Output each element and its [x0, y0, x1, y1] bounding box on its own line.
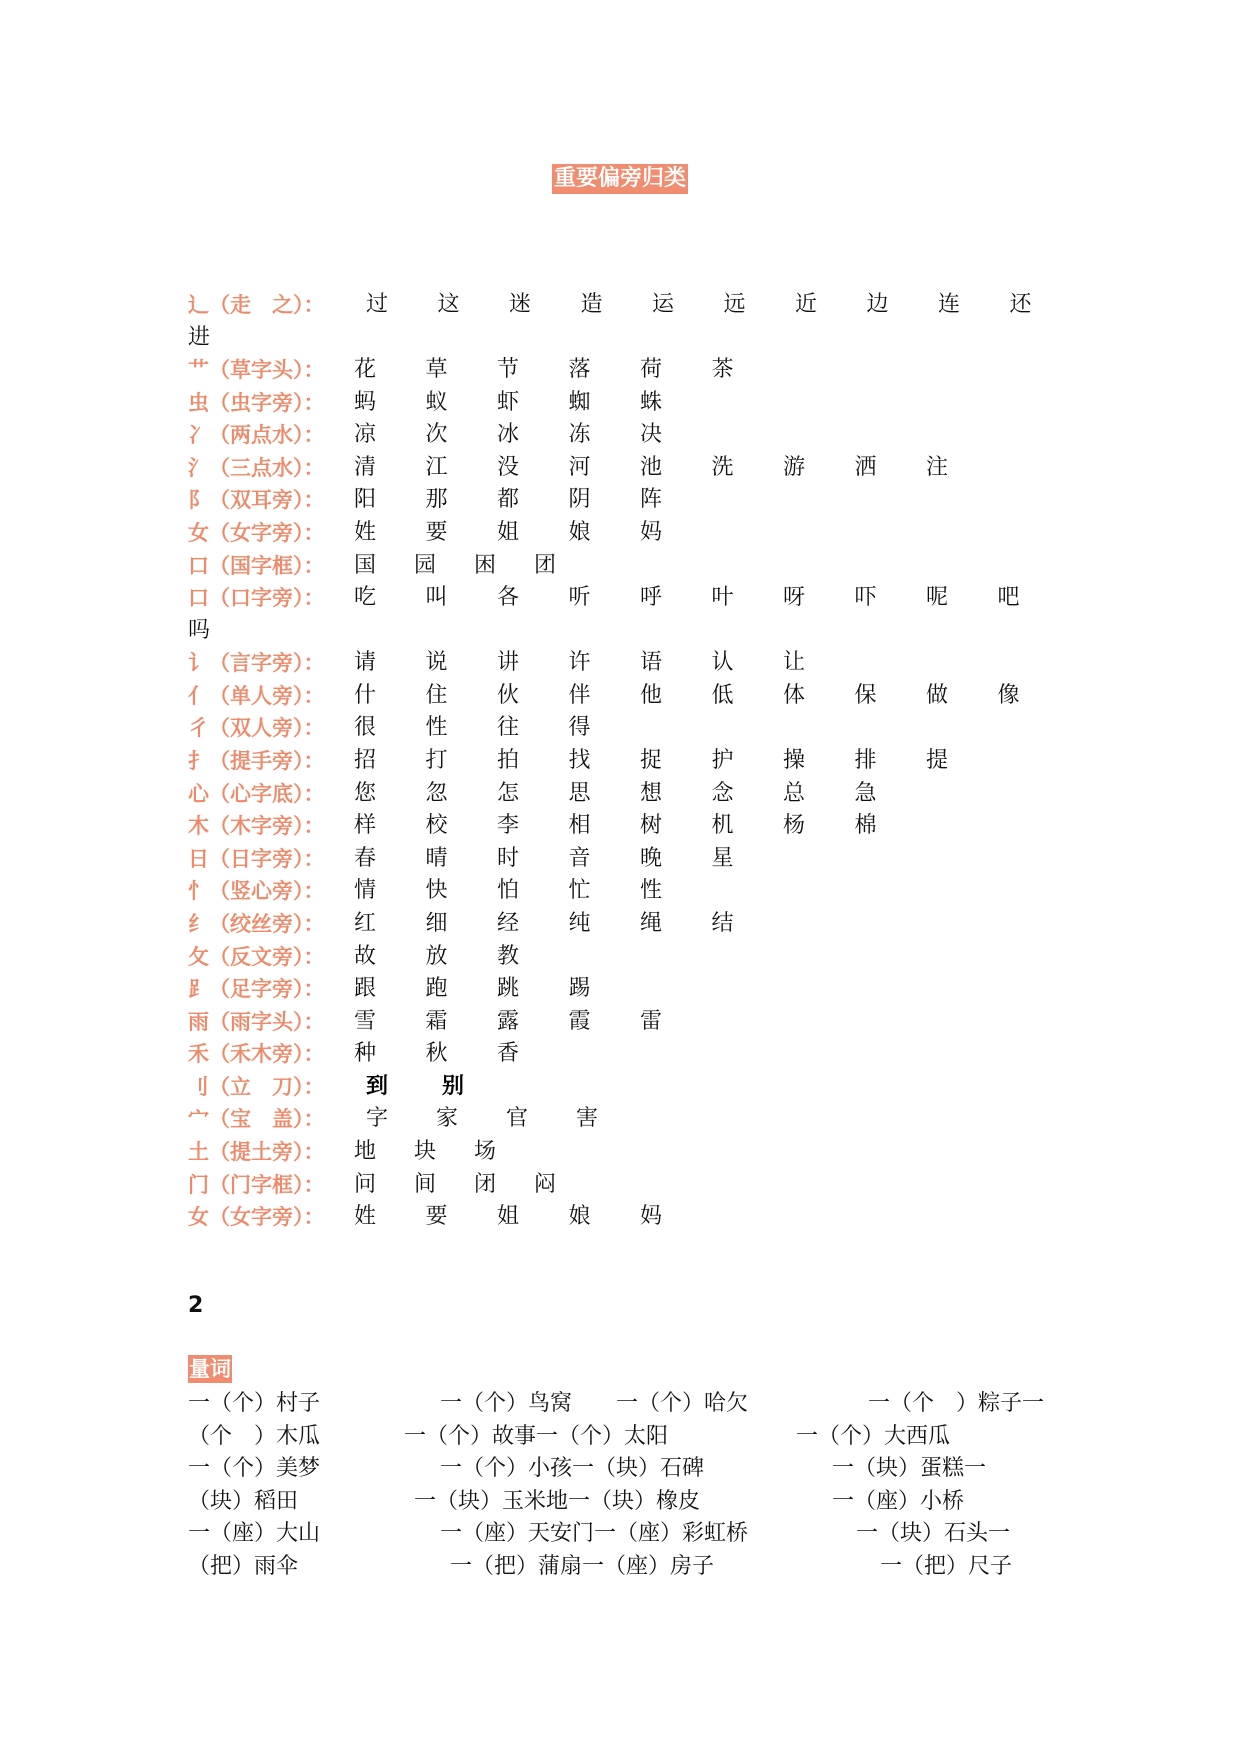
- radical-char: 运: [652, 292, 675, 317]
- radical-char: 洗: [711, 454, 734, 480]
- measure-word-line: [188, 1486, 1088, 1519]
- radical-char: 拍: [497, 747, 520, 773]
- radical-char: 保: [854, 682, 877, 708]
- radical-char: 秋: [425, 1041, 448, 1067]
- radical-char: 妈: [640, 519, 663, 545]
- radical-char: 凉: [354, 422, 377, 448]
- radical-char: 都: [497, 487, 520, 513]
- radical-char: 姐: [497, 519, 520, 545]
- radical-char: 霞: [568, 1008, 591, 1034]
- radical-char: 雷: [640, 1008, 663, 1034]
- radical-char: 快: [425, 878, 448, 904]
- measure-word-phrase: 一（个）故事一（个）太阳: [404, 1423, 669, 1449]
- radical-char: 呀: [783, 585, 806, 611]
- radical-char: 姓: [354, 1204, 377, 1230]
- radical-char: 呢: [926, 585, 949, 611]
- radical-char: 国: [354, 552, 377, 578]
- radical-label: 虫（虫字旁）：: [188, 390, 325, 415]
- measure-word-phrase: 一（个）鸟窝: [440, 1391, 573, 1416]
- radical-row: [188, 289, 1068, 354]
- radical-char: 要: [425, 1204, 448, 1230]
- radical-char: 块: [414, 1139, 437, 1165]
- radical-char: 晚: [640, 845, 663, 871]
- radical-char: 伙: [497, 682, 520, 708]
- radical-row: [188, 908, 1068, 941]
- radical-row: [188, 680, 1068, 713]
- radical-char: 困: [474, 552, 497, 578]
- radical-char: 连: [938, 292, 961, 317]
- radical-char: 要: [425, 519, 448, 545]
- radical-char: 吓: [854, 585, 877, 611]
- radical-char: 忽: [425, 780, 448, 806]
- measure-word-phrase: 一（块）石头一: [856, 1521, 1011, 1547]
- radical-char: 次: [425, 422, 448, 448]
- radical-char: 经: [497, 910, 520, 936]
- radical-char: 细: [425, 910, 448, 936]
- radical-char: 性: [425, 715, 448, 741]
- measure-word-phrase: （个 ）木瓜: [188, 1423, 321, 1449]
- radical-char: 冰: [497, 422, 520, 448]
- radical-char: 蚁: [425, 389, 448, 415]
- radical-char: 霜: [425, 1008, 448, 1034]
- measure-word-line: [188, 1518, 1088, 1551]
- radical-label: 门（门字框）：: [188, 1172, 325, 1197]
- radical-label: 扌（提手旁）：: [188, 748, 325, 773]
- radical-char: 河: [568, 454, 591, 480]
- radical-char: 叫: [425, 585, 448, 611]
- radical-char: 情: [354, 878, 377, 904]
- radical-row: [188, 1103, 1068, 1136]
- radical-char: 间: [414, 1171, 437, 1197]
- radical-char: 体: [783, 682, 806, 708]
- radical-char: 急: [854, 780, 877, 806]
- radical-char: 吧: [997, 585, 1020, 611]
- measure-words-list: [188, 1388, 1088, 1584]
- measure-word-phrase: （块）稻田: [188, 1488, 299, 1514]
- radical-char: 池: [640, 454, 663, 480]
- radical-char: 树: [640, 813, 663, 839]
- page-title: 重要偏旁归类: [552, 164, 688, 194]
- radical-char: 像: [997, 682, 1020, 708]
- radical-char: 操: [783, 747, 806, 773]
- radical-char: 边: [866, 292, 889, 317]
- radical-char: 护: [711, 747, 734, 773]
- radical-char: 总: [783, 780, 806, 806]
- radical-char: 团: [534, 552, 557, 578]
- section-number: 2: [188, 1293, 204, 1318]
- radical-row: [188, 484, 1068, 517]
- measure-word-phrase: 一（个）哈欠: [616, 1391, 749, 1416]
- radical-char: 招: [354, 747, 377, 773]
- radical-label: 艹（草字头）：: [188, 358, 325, 382]
- radical-char: 音: [568, 845, 591, 871]
- radical-row: [188, 517, 1068, 550]
- radical-char: 还: [1009, 292, 1032, 317]
- radical-char: 讲: [497, 650, 520, 676]
- radical-label: 冫（两点水）：: [188, 423, 325, 448]
- radical-label: 禾（禾木旁）：: [188, 1042, 325, 1067]
- radical-char: 结: [711, 910, 734, 936]
- radical-char: 节: [497, 357, 520, 382]
- radical-char-wrapped: 进: [188, 324, 211, 350]
- radical-char: 雪: [354, 1008, 377, 1034]
- radical-label: 木（木字旁）：: [188, 814, 325, 839]
- radical-char: 踢: [568, 976, 591, 1002]
- radical-char: 绳: [640, 910, 663, 936]
- measure-word-phrase: （把）雨伞: [188, 1553, 299, 1579]
- radical-char: 闷: [534, 1171, 557, 1197]
- radical-char: 放: [425, 943, 448, 969]
- radical-char: 落: [568, 357, 591, 382]
- radical-row: [188, 354, 1068, 387]
- radical-char: 捉: [640, 747, 663, 773]
- radical-char: 低: [711, 682, 734, 708]
- radical-label: 雨（雨字头）：: [188, 1009, 325, 1034]
- radical-char: 姓: [354, 519, 377, 545]
- radical-char: 江: [425, 454, 448, 480]
- page-title-wrap: [0, 164, 1240, 194]
- measure-word-phrase: 一（个 ）粽子一: [868, 1391, 1045, 1416]
- radical-char: 没: [497, 454, 520, 480]
- radical-char: 棉: [854, 813, 877, 839]
- radical-char: 荷: [640, 357, 663, 382]
- radical-char: 听: [568, 585, 591, 611]
- radical-label: 女（女字旁）：: [188, 1205, 325, 1230]
- radical-char: 住: [425, 682, 448, 708]
- radical-row: [188, 843, 1068, 876]
- radical-char: 闭: [474, 1171, 497, 1197]
- radical-char: 许: [568, 650, 591, 676]
- radical-row: [188, 875, 1068, 908]
- radical-label: 讠（言字旁）：: [188, 651, 325, 676]
- radical-char: 地: [354, 1139, 377, 1165]
- radical-char: 相: [568, 813, 591, 839]
- radical-char: 阵: [640, 487, 663, 513]
- radical-row: [188, 778, 1068, 811]
- radical-char: 阴: [568, 487, 591, 513]
- radical-label: 口（国字框）：: [188, 553, 325, 578]
- radical-char: 场: [474, 1139, 497, 1165]
- radical-char: 您: [354, 780, 377, 806]
- radical-label: 攵（反文旁）：: [188, 944, 325, 969]
- measure-word-phrase: 一（把）蒲扇一（座）房子: [450, 1553, 715, 1579]
- radical-row: [188, 941, 1068, 974]
- radical-char: 说: [425, 650, 448, 676]
- measure-word-phrase: 一（个）村子: [188, 1391, 321, 1416]
- radical-char: 露: [497, 1008, 520, 1034]
- radical-char: 草: [425, 357, 448, 382]
- measure-word-phrase: 一（个）美梦: [188, 1456, 321, 1482]
- radical-char: 别: [442, 1073, 465, 1099]
- radical-char: 茶: [711, 357, 734, 382]
- radical-char: 远: [723, 292, 746, 317]
- measure-word-line: [188, 1388, 1088, 1421]
- radical-char: 造: [580, 292, 603, 317]
- radical-label: 氵（三点水）：: [188, 455, 325, 480]
- measure-word-phrase: 一（座）小桥: [832, 1488, 965, 1514]
- radical-label: 女（女字旁）：: [188, 520, 325, 545]
- radical-char: 蛛: [640, 389, 663, 415]
- radical-list: [188, 289, 1068, 1234]
- radical-char: 妈: [640, 1204, 663, 1230]
- radical-row: [188, 647, 1068, 680]
- radical-char: 清: [354, 454, 377, 480]
- radical-label: 彳（双人旁）：: [188, 716, 325, 741]
- measure-word-phrase: 一（个）小孩一（块）石碑: [440, 1456, 705, 1482]
- radical-char: 迷: [509, 292, 532, 317]
- radical-char: 什: [354, 682, 377, 708]
- radical-char: 过: [366, 292, 389, 317]
- radical-row: [188, 1201, 1068, 1234]
- radical-char: 伴: [568, 682, 591, 708]
- radical-char: 这: [437, 292, 460, 317]
- radical-char: 提: [926, 747, 949, 773]
- measure-word-line: [188, 1453, 1088, 1486]
- measure-word-phrase: 一（把）尺子: [880, 1553, 1013, 1579]
- measure-word-line: [188, 1551, 1088, 1584]
- radical-char: 性: [640, 878, 663, 904]
- radical-row: [188, 810, 1068, 843]
- radical-char: 叶: [711, 585, 734, 611]
- radical-label: ⻊（足字旁）：: [188, 977, 325, 1002]
- radical-char: 杨: [783, 813, 806, 839]
- radical-char: 怕: [497, 878, 520, 904]
- radical-row: [188, 1038, 1068, 1071]
- radical-char: 认: [711, 650, 734, 676]
- radical-char: 他: [640, 682, 663, 708]
- radical-char: 到: [366, 1073, 389, 1099]
- measure-word-line: [188, 1421, 1088, 1454]
- radical-char: 蚂: [354, 389, 377, 415]
- radical-char: 官: [506, 1106, 529, 1132]
- radical-char: 红: [354, 910, 377, 936]
- radical-label: 阝（双耳旁）：: [188, 488, 325, 513]
- radical-char: 李: [497, 813, 520, 839]
- radical-char: 星: [711, 845, 734, 871]
- radical-char: 跳: [497, 976, 520, 1002]
- radical-char: 故: [354, 943, 377, 969]
- radical-char: 阳: [354, 487, 377, 513]
- radical-label: 刂（立 刀）：: [188, 1074, 325, 1099]
- radical-label: 心（心字底）：: [188, 781, 325, 806]
- radical-char: 虾: [497, 389, 520, 415]
- measure-word-phrase: 一（座）大山: [188, 1521, 321, 1547]
- radical-char: 晴: [425, 845, 448, 871]
- radical-char: 忙: [568, 878, 591, 904]
- radical-label: 辶（走 之）：: [188, 293, 325, 317]
- radical-char: 问: [354, 1171, 377, 1197]
- radical-char: 姐: [497, 1204, 520, 1230]
- radical-char: 教: [497, 943, 520, 969]
- radical-char: 校: [425, 813, 448, 839]
- radical-char: 娘: [568, 519, 591, 545]
- radical-row: [188, 1169, 1068, 1202]
- radical-char: 那: [425, 487, 448, 513]
- radical-char: 种: [354, 1041, 377, 1067]
- radical-char: 做: [926, 682, 949, 708]
- radical-char: 注: [926, 454, 949, 480]
- radical-char: 呼: [640, 585, 663, 611]
- radical-char: 排: [854, 747, 877, 773]
- radical-char: 很: [354, 715, 377, 741]
- radical-char: 得: [568, 715, 591, 741]
- radical-char: 请: [354, 650, 377, 676]
- radical-char: 蜘: [568, 389, 591, 415]
- radical-char: 游: [783, 454, 806, 480]
- measure-word-phrase: 一（块）蛋糕一: [832, 1456, 987, 1482]
- radical-label: 亻（单人旁）：: [188, 683, 325, 708]
- radical-label: 日（日字旁）：: [188, 846, 325, 871]
- radical-char-wrapped: 吗: [188, 617, 211, 643]
- radical-char: 思: [568, 780, 591, 806]
- radical-label: 土（提土旁）：: [188, 1140, 325, 1165]
- radical-char: 往: [497, 715, 520, 741]
- radical-char: 让: [783, 650, 806, 676]
- radical-row: [188, 973, 1068, 1006]
- radical-label: 忄（竖心旁）：: [188, 879, 325, 904]
- radical-char: 想: [640, 780, 663, 806]
- radical-char: 打: [425, 747, 448, 773]
- radical-label: 宀（宝 盖）：: [188, 1107, 325, 1132]
- radical-char: 语: [640, 650, 663, 676]
- radical-char: 园: [414, 552, 437, 578]
- measure-word-phrase: 一（个）大西瓜: [796, 1423, 951, 1449]
- radical-row: [188, 1136, 1068, 1169]
- radical-row: [188, 419, 1068, 452]
- radical-row: [188, 1071, 1068, 1104]
- measure-word-phrase: 一（块）玉米地一（块）橡皮: [414, 1488, 701, 1514]
- radical-row: [188, 745, 1068, 778]
- radical-char: 怎: [497, 780, 520, 806]
- radical-char: 洒: [854, 454, 877, 480]
- radical-char: 机: [711, 813, 734, 839]
- radical-char: 害: [576, 1106, 599, 1132]
- radical-row: [188, 712, 1068, 745]
- radical-char: 跟: [354, 976, 377, 1002]
- radical-char: 近: [795, 292, 818, 317]
- radical-char: 冻: [568, 422, 591, 448]
- radical-char: 各: [497, 585, 520, 611]
- radical-char: 娘: [568, 1204, 591, 1230]
- radical-row: [188, 1006, 1068, 1039]
- radical-row: [188, 387, 1068, 420]
- measure-words-heading: 量词: [189, 1357, 231, 1381]
- radical-char: 样: [354, 813, 377, 839]
- radical-char: 吃: [354, 585, 377, 611]
- radical-label: 口（口字旁）：: [188, 586, 325, 611]
- radical-row: [188, 582, 1068, 647]
- radical-char: 字: [366, 1106, 389, 1132]
- radical-label: 纟（绞丝旁）：: [188, 911, 325, 936]
- radical-char: 找: [568, 747, 591, 773]
- radical-char: 纯: [568, 910, 591, 936]
- radical-char: 跑: [425, 976, 448, 1002]
- radical-char: 香: [497, 1041, 520, 1067]
- measure-words-heading-wrap: [188, 1355, 232, 1383]
- radical-char: 决: [640, 422, 663, 448]
- radical-char: 花: [354, 357, 377, 382]
- radical-char: 家: [436, 1106, 459, 1132]
- radical-row: [188, 550, 1068, 583]
- radical-row: [188, 452, 1068, 485]
- radical-char: 春: [354, 845, 377, 871]
- radical-char: 时: [497, 845, 520, 871]
- radical-char: 念: [711, 780, 734, 806]
- measure-word-phrase: 一（座）天安门一（座）彩虹桥: [440, 1521, 749, 1547]
